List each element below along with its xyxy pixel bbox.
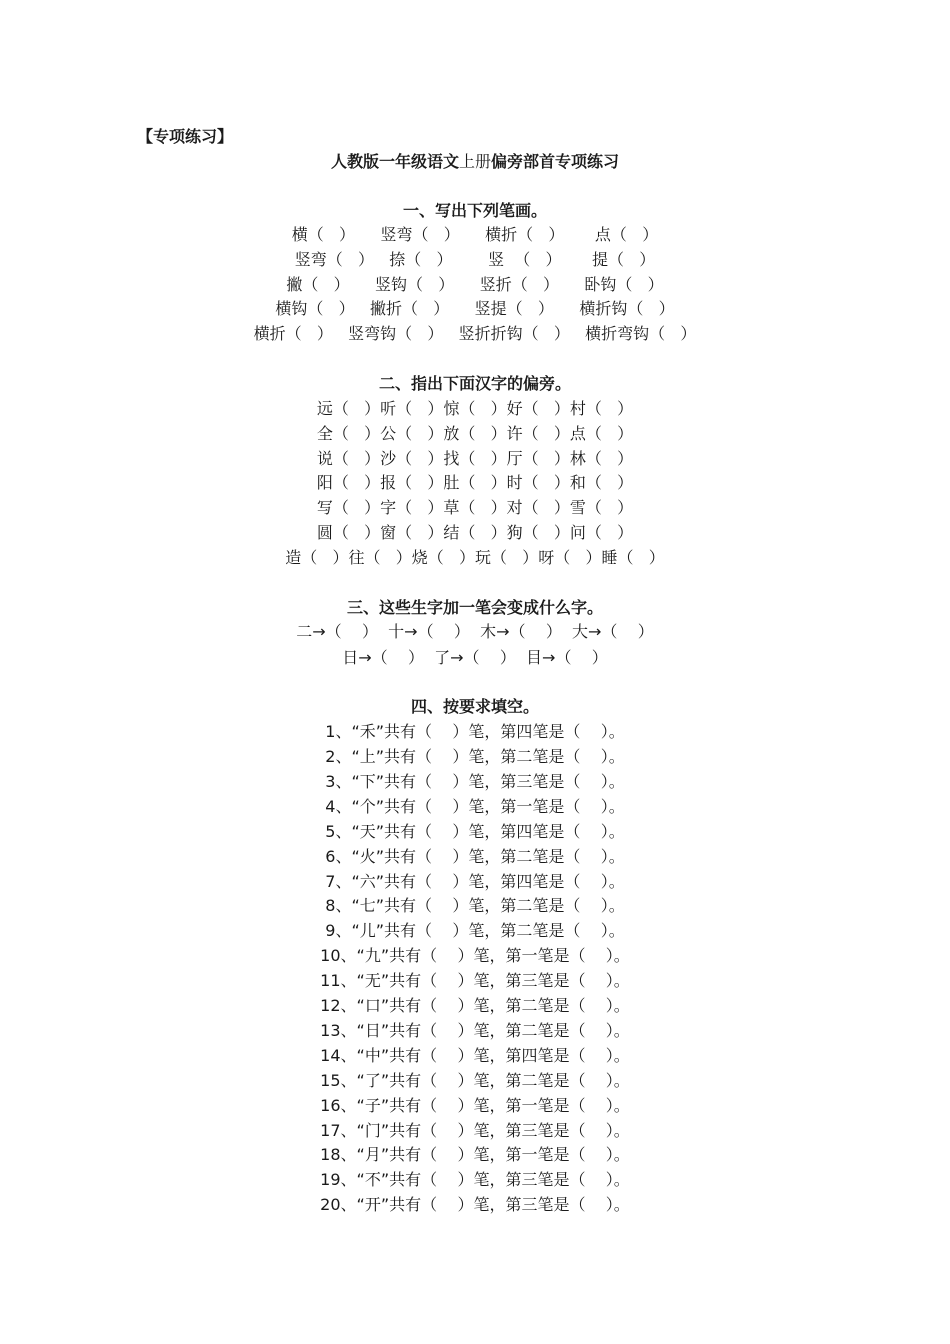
section-4-line: 6、“火”共有（ ）笔，第二笔是（ ）。 — [325, 847, 625, 866]
section-2-line: 全（ ）公（ ）放（ ）许（ ）点（ ） — [316, 424, 634, 443]
title-part-1: 人教版一年级语文 — [330, 152, 459, 171]
section-2-line: 远（ ）听（ ）惊（ ）好（ ）村（ ） — [316, 399, 634, 418]
section-4-line: 3、“下”共有（ ）笔，第三笔是（ ）。 — [325, 772, 625, 791]
section-4-line: 7、“六”共有（ ）笔，第四笔是（ ）。 — [325, 872, 625, 891]
section-4-line: 10、“九”共有（ ）笔，第一笔是（ ）。 — [320, 946, 630, 965]
section-tag: 【专项练习】 — [137, 127, 234, 146]
section-2-line: 圆（ ）窗（ ）结（ ）狗（ ）问（ ） — [316, 523, 634, 542]
section-1-line: 横钩（ ） 撇折（ ） 竖提（ ） 横折钩（ ） — [275, 299, 675, 318]
section-2-line: 造（ ）往（ ）烧（ ）玩（ ）呀（ ）睡（ ） — [285, 548, 665, 567]
title-part-2: 上册 — [458, 152, 491, 171]
section-1-line: 横折（ ） 竖弯钩（ ） 竖折折钩（ ） 横折弯钩（ ） — [253, 324, 697, 343]
section-4-line: 16、“子”共有（ ）笔，第一笔是（ ）。 — [320, 1096, 630, 1115]
section-4-line: 19、“不”共有（ ）笔，第三笔是（ ）。 — [320, 1170, 630, 1189]
section-4-line: 11、“无”共有（ ）笔，第三笔是（ ）。 — [320, 971, 630, 990]
section-1-heading: 一、写出下列笔画。 — [402, 201, 547, 220]
section-4-line: 15、“了”共有（ ）笔，第二笔是（ ）。 — [320, 1071, 630, 1090]
section-3-line: 日→（ ） 了→（ ） 目→（ ） — [342, 648, 608, 667]
section-3-line: 二→（ ） 十→（ ） 木→（ ） 大→（ ） — [296, 622, 654, 641]
section-4-line: 1、“禾”共有（ ）笔，第四笔是（ ）。 — [325, 722, 625, 741]
section-4-heading: 四、按要求填空。 — [410, 697, 539, 716]
section-1-line: 横（ ） 竖弯（ ） 横折（ ） 点（ ） — [291, 225, 659, 244]
section-2-line: 阳（ ）报（ ）肚（ ）时（ ）和（ ） — [316, 473, 634, 492]
section-4-line: 5、“天”共有（ ）笔，第四笔是（ ）。 — [325, 822, 625, 841]
section-4-line: 2、“上”共有（ ）笔，第二笔是（ ）。 — [325, 747, 625, 766]
section-4-line: 18、“月”共有（ ）笔，第一笔是（ ）。 — [320, 1145, 630, 1164]
section-2-line: 说（ ）沙（ ）找（ ）厅（ ）林（ ） — [316, 449, 634, 468]
section-1-line: 竖弯（ ） 捺（ ） 竖 （ ） 提（ ） — [294, 250, 656, 269]
section-4-line: 12、“口”共有（ ）笔，第二笔是（ ）。 — [320, 996, 630, 1015]
section-4-line: 9、“儿”共有（ ）笔，第二笔是（ ）。 — [325, 921, 625, 940]
section-2-line: 写（ ）字（ ）草（ ）对（ ）雪（ ） — [316, 498, 634, 517]
section-4-line: 8、“七”共有（ ）笔，第二笔是（ ）。 — [325, 896, 625, 915]
section-4-line: 13、“日”共有（ ）笔，第二笔是（ ）。 — [320, 1021, 630, 1040]
section-2-heading: 二、指出下面汉字的偏旁。 — [378, 374, 571, 393]
section-4-line: 17、“门”共有（ ）笔，第三笔是（ ）。 — [320, 1121, 630, 1140]
page-title — [0, 151, 950, 173]
title-part-3: 偏旁部首专项练习 — [491, 152, 620, 171]
section-4-line: 14、“中”共有（ ）笔，第四笔是（ ）。 — [320, 1046, 630, 1065]
section-4-line: 20、“开”共有（ ）笔，第三笔是（ ）。 — [320, 1195, 630, 1214]
section-4-line: 4、“个”共有（ ）笔，第一笔是（ ）。 — [325, 797, 625, 816]
section-1-line: 撇（ ） 竖钩（ ） 竖折（ ） 卧钩（ ） — [286, 275, 664, 294]
section-3-heading: 三、这些生字加一笔会变成什么字。 — [346, 598, 603, 617]
